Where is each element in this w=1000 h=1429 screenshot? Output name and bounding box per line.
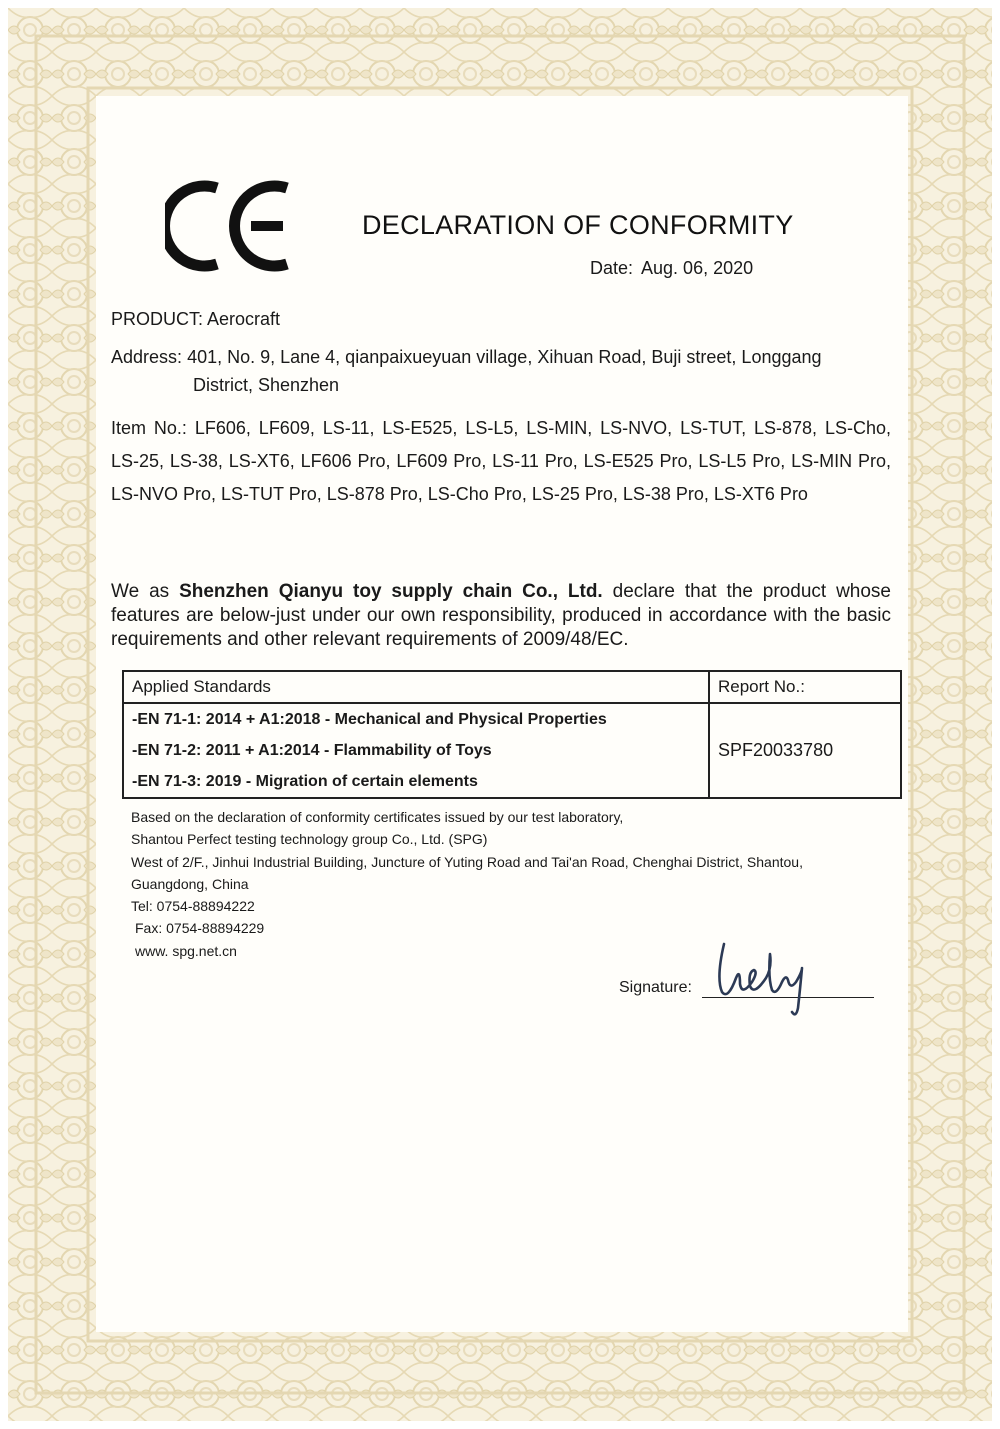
declaration-date bbox=[590, 258, 753, 279]
standards-table-row bbox=[123, 703, 901, 798]
lab-tel: Tel: 0754-88894222 bbox=[131, 898, 255, 915]
standards-table bbox=[122, 670, 902, 799]
declaration-prefix: We as bbox=[111, 581, 170, 602]
lab-info-line: Based on the declaration of conformity certificates issued by our test laboratory, bbox=[131, 809, 624, 825]
address-line-2: District, Shenzhen bbox=[193, 375, 340, 395]
handwritten-signature bbox=[710, 938, 820, 1020]
product-label: PRODUCT: bbox=[111, 309, 204, 329]
lab-name: Shantou Perfect testing technology group Co., Ltd. (SPG) bbox=[131, 831, 488, 848]
lab-address: West of 2/F., Jinhui Industrial Building, Juncture of Yuting Road and Tai'an Road, Chenghai District, Shantou, bbox=[131, 853, 803, 870]
product-line bbox=[111, 305, 280, 333]
report-no-header: Report No.: bbox=[709, 671, 901, 703]
document-title: DECLARATION OF CONFORMITY bbox=[362, 210, 794, 240]
lab-website: www. spg.net.cn bbox=[135, 942, 237, 959]
standards-table-header bbox=[123, 671, 901, 703]
standards-list bbox=[123, 703, 709, 798]
signature-label: Signature: bbox=[619, 979, 692, 996]
address-block bbox=[111, 343, 881, 399]
declaration-statement bbox=[111, 580, 891, 652]
standard-item: -EN 71-1: 2014 + A1:2018 - Mechanical and Physical Properties bbox=[132, 711, 607, 728]
report-number: SPF20033780 bbox=[709, 703, 901, 798]
item-numbers bbox=[111, 412, 891, 511]
applied-standards-header: Applied Standards bbox=[123, 671, 709, 703]
date-label: Date: bbox=[590, 258, 634, 278]
lab-info bbox=[131, 806, 803, 962]
address-line-1: 401, No. 9, Lane 4, qianpaixueyuan village, Xihuan Road, Buji street, Longgang bbox=[187, 347, 822, 367]
date-value: Aug. 06, 2020 bbox=[641, 258, 754, 278]
declaration-text: declare that the product whose features are below-just under our own responsibility, produced in accordance with the basic requirements and other relevant requirements of 2009/48/EC. bbox=[111, 581, 891, 650]
product-value: Aerocraft bbox=[207, 309, 281, 329]
standard-item: -EN 71-3: 2019 - Migration of certain elements bbox=[132, 773, 478, 790]
company-name: Shenzhen Qianyu toy supply chain Co., Ltd. bbox=[179, 581, 603, 602]
standard-item: -EN 71-2: 2011 + A1:2014 - Flammability of Toys bbox=[132, 742, 492, 759]
lab-fax: Fax: 0754-88894229 bbox=[135, 920, 265, 937]
address-label: Address: bbox=[111, 347, 183, 367]
items-label: Item No.: bbox=[111, 418, 187, 438]
lab-address-city: Guangdong, China bbox=[131, 875, 249, 892]
ce-mark-logo bbox=[165, 180, 295, 272]
items-value: LF606, LF609, LS-11, LS-E525, LS-L5, LS-MIN, LS-NVO, LS-TUT, LS-878, LS-Cho, LS-25, LS-38, LS-XT6, LF606 Pro, LF609 Pro, LS-11 Pro, LS-E525 Pro, LS-L5 Pro, LS-MIN Pro, LS-NVO Pro, LS-TUT Pro, LS-878 Pro, LS-Cho Pro, LS-25 Pro, LS-38 Pro, LS-XT6 Pro bbox=[111, 418, 891, 504]
